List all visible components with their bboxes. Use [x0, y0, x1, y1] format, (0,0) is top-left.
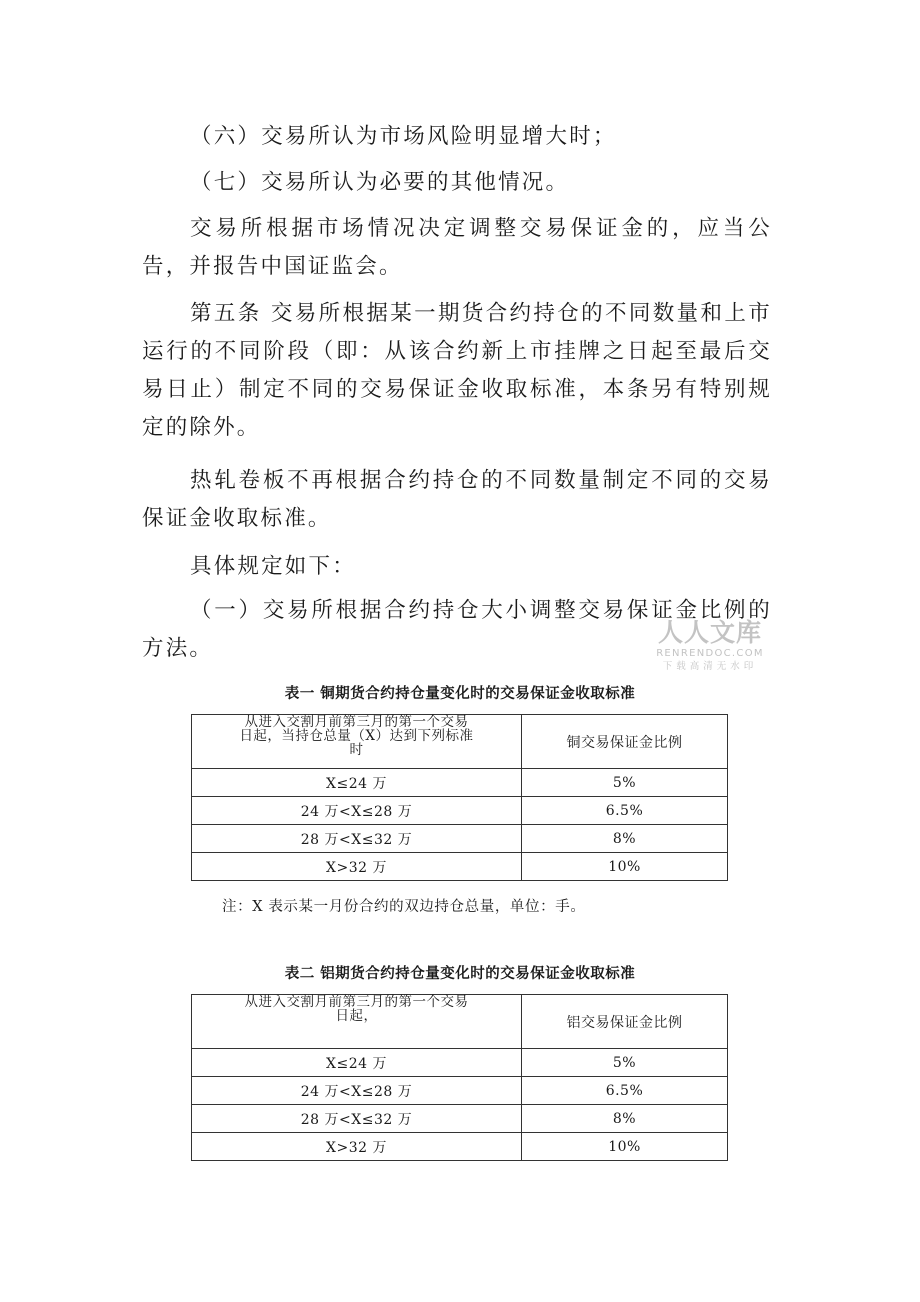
paragraph-method-1: （一）交易所根据合约持仓大小调整交易保证金比例的方法。 [142, 598, 772, 661]
table-cell-ratio: 5% [522, 769, 728, 797]
table-cell-range: X≤24 万 [192, 769, 522, 797]
table1-note: 注：X 表示某一月份合约的双边持仓总量，单位：手。 [222, 899, 586, 915]
table1-caption: 表一 铜期货合约持仓量变化时的交易保证金收取标准 [284, 686, 636, 702]
paragraph-article-5: 第五条 交易所根据某一期货合约持仓的不同数量和上市运行的不同阶段（即：从该合约新上市挂牌之日起至最后交易日止）制定不同的交易保证金收取标准，本条另有特别规定的除外。 [142, 301, 772, 440]
watermark-title: 人人文库 [657, 618, 762, 647]
watermark-logo [648, 618, 772, 673]
table-header-row [192, 715, 728, 769]
watermark-url: RENRENDOC.COM [656, 648, 764, 659]
table-row [192, 1105, 728, 1133]
table-cell-range: 24 万<X≤28 万 [192, 1077, 522, 1105]
table-row [192, 1133, 728, 1161]
paragraph-item-6: （六）交易所认为市场风险明显增大时； [190, 124, 617, 149]
table2-caption: 表二 铝期货合约持仓量变化时的交易保证金收取标准 [284, 966, 636, 982]
table-cell-range: X>32 万 [192, 853, 522, 881]
paragraph-hot-rolled-coil: 热轧卷板不再根据合约持仓的不同数量制定不同的交易保证金收取标准。 [142, 468, 772, 531]
table-row [192, 853, 728, 881]
table-cell-range: 28 万<X≤32 万 [192, 825, 522, 853]
paragraph-specific-rules: 具体规定如下： [190, 554, 356, 579]
table-cell-ratio: 6.5% [522, 1077, 728, 1105]
table-cell-range: 24 万<X≤28 万 [192, 797, 522, 825]
table-cell-ratio: 10% [522, 853, 728, 881]
table-row [192, 797, 728, 825]
table-cell-range: X>32 万 [192, 1133, 522, 1161]
table-cell-ratio: 8% [522, 825, 728, 853]
watermark-subtitle: 下载高清无水印 [662, 661, 758, 672]
table-cell-range: 28 万<X≤32 万 [192, 1105, 522, 1133]
paragraph-item-7: （七）交易所认为必要的其他情况。 [190, 170, 570, 195]
paragraph-margin-adjustment: 交易所根据市场情况决定调整交易保证金的，应当公告，并报告中国证监会。 [142, 216, 772, 279]
table-header-row [192, 995, 728, 1049]
table-row [192, 769, 728, 797]
table-header-ratio: 铝交易保证金比例 [522, 995, 728, 1049]
table-header-ratio: 铜交易保证金比例 [522, 715, 728, 769]
table-cell-ratio: 5% [522, 1049, 728, 1077]
table2-aluminum-margin [191, 994, 728, 1161]
table-cell-ratio: 6.5% [522, 797, 728, 825]
table-row [192, 825, 728, 853]
table-cell-ratio: 10% [522, 1133, 728, 1161]
table-row [192, 1049, 728, 1077]
table-header-condition: 从进入交割月前第三月的第一个交易 日起，当持仓总量（X）达到下列标准 时 [192, 715, 522, 769]
table-row [192, 1077, 728, 1105]
table-cell-range: X≤24 万 [192, 1049, 522, 1077]
table-header-condition: 从进入交割月前第三月的第一个交易 日起， [192, 995, 522, 1049]
table-cell-ratio: 8% [522, 1105, 728, 1133]
table1-copper-margin [191, 714, 728, 881]
